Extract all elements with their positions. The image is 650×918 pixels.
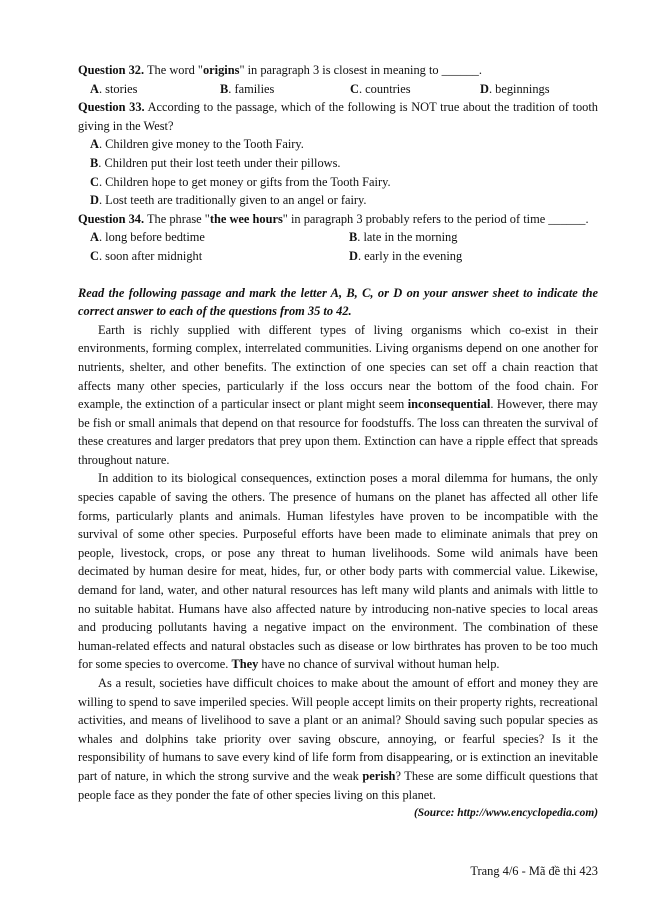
option-text: . Children hope to get money or gifts from the Tooth Fairy. xyxy=(98,174,391,189)
passage-paragraph-2 xyxy=(78,469,598,674)
question-33-options xyxy=(78,135,598,209)
option-a[interactable] xyxy=(90,135,598,154)
option-text: . Children give money to the Tooth Fairy. xyxy=(98,137,304,152)
question-keyword: the wee hours xyxy=(209,211,283,226)
option-letter: A xyxy=(90,137,99,152)
question-text: The phrase " xyxy=(144,211,210,226)
question-34-options xyxy=(78,228,598,265)
question-32 xyxy=(78,61,598,80)
option-text: . stories xyxy=(98,81,138,96)
passage-text: Earth is richly supplied with different types of living organisms which co-exist in their environments, forming complex, interrelated communities. Living organisms depend on one another for nutrients, shelter, and other benefits. The extinction of one species can set off a chain reaction that affects many other species, particularly if the loss occurs near the bottom of the food chain. For example, the extinction of a particular insect or plant might seem xyxy=(78,322,598,412)
option-letter: B xyxy=(349,230,358,245)
passage-text: As a result, societies have difficult choices to make about the amount of effort and money they are willing to spend to save imperiled species. Will people accept limits on their property rights, recreational activities, and means of livelihood to save a plant or an animal? Should saving such popular species as whales and dolphins take priority over saving obscure, annoying, or fearful species? Is it the responsibility of humans to save every kind of life form from disappearing, or is extinction an inevitable part of nature, in which the strong survive and the weak xyxy=(78,676,598,783)
question-label: Question 32. xyxy=(78,63,145,77)
option-text: . soon after midnight xyxy=(98,248,203,263)
question-text: " in paragraph 3 is closest in meaning to ______. xyxy=(239,63,482,77)
question-text: " in paragraph 3 probably refers to the period of time ______. xyxy=(282,211,589,226)
option-c[interactable] xyxy=(90,173,598,192)
question-33 xyxy=(78,98,598,135)
question-keyword: origins xyxy=(202,63,240,77)
option-letter: D xyxy=(480,81,489,96)
page-footer: Trang 4/6 - Mã đề thi 423 xyxy=(470,864,598,878)
option-b[interactable] xyxy=(349,228,599,247)
passage-text: . However, there may be fish or small animals that depend on that resource for foodstuffs. The loss can threaten the survival of these creatures and larger predators that prey upon them. Extinction can have a ripple effect that spreads throughout nature. xyxy=(78,397,598,467)
option-text: . families xyxy=(228,81,275,96)
option-text: . long before bedtime xyxy=(98,230,205,245)
option-d[interactable] xyxy=(480,80,610,99)
question-label: Question 34. xyxy=(78,211,145,226)
section-instruction: Read the following passage and mark the letter A, B, C, or D on your answer sheet to indicate the correct answer to each of the questions from 35 to 42. xyxy=(78,285,598,319)
option-a[interactable] xyxy=(90,228,349,247)
question-label: Question 33. xyxy=(78,100,145,115)
option-b[interactable] xyxy=(90,154,598,173)
highlighted-word: They xyxy=(231,657,259,672)
option-letter: D xyxy=(349,248,358,263)
question-text: The word " xyxy=(144,63,203,77)
option-text: . early in the evening xyxy=(357,248,463,263)
option-letter: B xyxy=(90,155,99,170)
highlighted-word: inconsequential xyxy=(407,397,491,412)
highlighted-word: perish xyxy=(362,768,396,783)
option-letter: C xyxy=(90,174,99,189)
option-text: . late in the morning xyxy=(357,230,458,245)
option-text: . countries xyxy=(358,81,411,96)
option-letter: C xyxy=(90,248,99,263)
passage-text: have no chance of survival without human help. xyxy=(258,657,500,672)
passage-text: ? These are some difficult questions that people face as they ponder the fate of other species living on this planet. xyxy=(78,768,598,802)
passage-paragraph-3 xyxy=(78,674,598,804)
source-citation: (Source: http://www.encyclopedia.com) xyxy=(413,807,598,820)
exam-page xyxy=(78,61,598,823)
option-a[interactable] xyxy=(90,80,220,99)
question-34 xyxy=(78,210,598,229)
option-text: . Lost teeth are traditionally given to an angel or fairy. xyxy=(98,193,367,208)
option-c[interactable] xyxy=(90,247,349,266)
option-letter: C xyxy=(350,81,359,96)
option-b[interactable] xyxy=(220,80,350,99)
passage-text: In addition to its biological consequences, extinction poses a moral dilemma for humans, the only species capable of saving the others. The presence of humans on the planet has affected all other life forms, particularly plants and animals. Human lifestyles have proven to be incompatible with the survival of some other species. Purposeful efforts have been made to eliminate animals that prey on people, livestock, crops, or pose any threat to human livelihoods. Some wild animals have been decimated by human desire for meat, hides, fur, or other body parts with commercial value. Likewise, demand for land, water, and other natural resources has left many wild plants and animals with little to no suitable habitat. Humans have also affected nature by introducing non-native species to local areas and producing pollutants having a negative impact on the environment. The combination of these human-related effects and natural obstacles such as disease or low birthrates has proven to be too much for some species to overcome. xyxy=(78,471,598,672)
option-text: . Children put their lost teeth under their pillows. xyxy=(98,155,341,170)
option-text: . beginnings xyxy=(488,81,550,96)
option-c[interactable] xyxy=(350,80,480,99)
passage-paragraph-1 xyxy=(78,321,598,470)
option-letter: D xyxy=(90,193,99,208)
option-letter: A xyxy=(90,230,99,245)
option-letter: A xyxy=(90,81,99,96)
option-d[interactable] xyxy=(349,247,599,266)
option-letter: B xyxy=(220,81,229,96)
question-32-options xyxy=(78,80,598,99)
question-text: According to the passage, which of the following is NOT true about the tradition of tooth giving in the West? xyxy=(78,100,599,133)
option-d[interactable] xyxy=(90,191,598,210)
